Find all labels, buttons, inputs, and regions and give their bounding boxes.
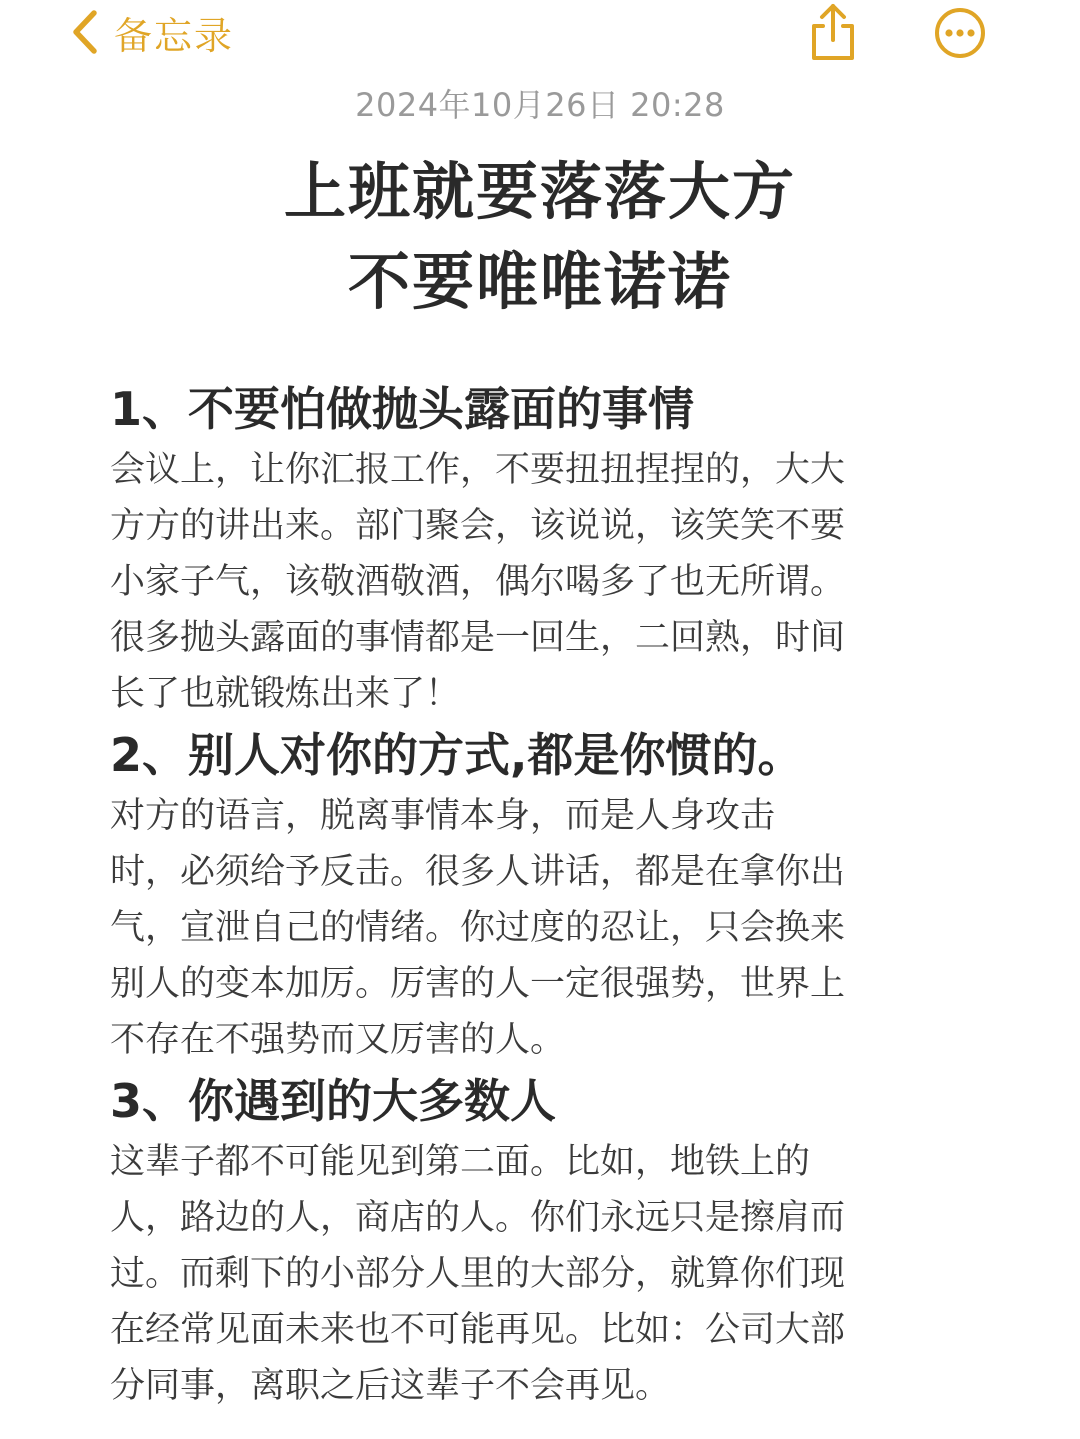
note-body[interactable]	[110, 376, 960, 1414]
share-icon	[806, 47, 860, 66]
paragraph-line: 方方的讲出来。部门聚会，该说说，该笑笑不要	[110, 506, 846, 546]
paragraph-line: 分同事，离职之后这辈子不会再见。	[110, 1366, 671, 1406]
more-icon	[933, 45, 987, 64]
paragraph-line: 在经常见面未来也不可能再见。比如：公司大部	[110, 1310, 846, 1350]
back-label: 备忘录	[114, 13, 235, 58]
paragraph-line: 时，必须给予反击。很多人讲话，都是在拿你出	[110, 852, 846, 892]
note-timestamp: 2024年10月26日 20:28	[355, 86, 725, 124]
paragraph-line: 对方的语言，脱离事情本身，而是人身攻击	[110, 796, 776, 836]
section-heading: 2、别人对你的方式,都是你惯的。	[110, 728, 804, 782]
paragraph-line: 过。而剩下的小部分人里的大部分，就算你们现	[110, 1254, 846, 1294]
more-button[interactable]	[933, 6, 987, 60]
navigation-bar	[0, 0, 1080, 70]
section-heading: 3、你遇到的大多数人	[110, 1074, 557, 1128]
note-title-line-1: 上班就要落落大方	[283, 155, 796, 228]
paragraph-line: 长了也就锻炼出来了！	[110, 674, 461, 714]
chevron-left-icon	[70, 9, 100, 55]
back-button[interactable]	[70, 4, 234, 60]
section-1	[110, 376, 960, 722]
note-title-line-2: 不要唯唯诺诺	[347, 245, 732, 318]
section-paragraph	[110, 442, 960, 722]
section-paragraph	[110, 1134, 960, 1414]
paragraph-line: 会议上，让你汇报工作，不要扭扭捏捏的，大大	[110, 450, 846, 490]
section-heading: 1、不要怕做抛头露面的事情	[110, 382, 695, 436]
paragraph-line: 人，路边的人，商店的人。你们永远只是擦肩而	[110, 1198, 846, 1238]
share-button[interactable]	[806, 2, 860, 62]
section-paragraph	[110, 788, 960, 1068]
paragraph-line: 不存在不强势而又厉害的人。	[110, 1020, 566, 1060]
paragraph-line: 小家子气，该敬酒敬酒，偶尔喝多了也无所谓。	[110, 562, 846, 602]
section-2	[110, 722, 960, 1068]
paragraph-line: 这辈子都不可能见到第二面。比如，地铁上的	[110, 1142, 811, 1182]
paragraph-line: 气，宣泄自己的情绪。你过度的忍让，只会换来	[110, 908, 846, 948]
section-3	[110, 1068, 960, 1414]
paragraph-line: 别人的变本加厉。厉害的人一定很强势，世界上	[110, 964, 846, 1004]
paragraph-line: 很多抛头露面的事情都是一回生，二回熟，时间	[110, 618, 846, 658]
